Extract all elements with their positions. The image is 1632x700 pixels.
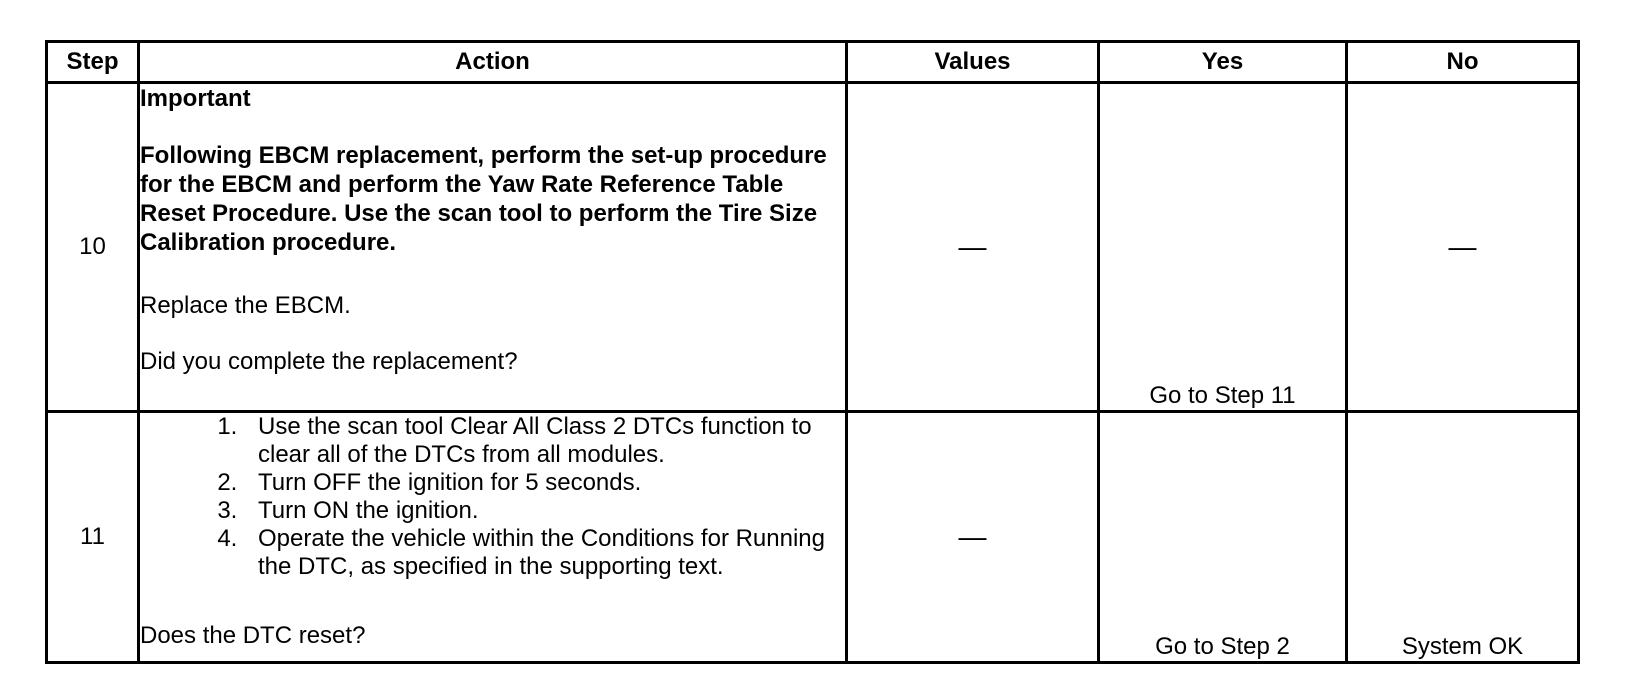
instruction-text: Replace the EBCM. [140, 292, 351, 319]
header-yes: Yes [1099, 42, 1347, 83]
step-number: 10 [47, 83, 139, 412]
yes-cell: Go to Step 2 [1099, 412, 1347, 663]
values-cell: — [847, 83, 1099, 412]
values-cell: — [847, 412, 1099, 663]
question-text: Does the DTC reset? [140, 622, 366, 649]
no-cell: System OK [1347, 412, 1579, 663]
header-values: Values [847, 42, 1099, 83]
list-item: 2. Turn OFF the ignition for 5 seconds. [244, 469, 845, 497]
action-cell [139, 412, 847, 663]
table-row-step-11 [47, 412, 1579, 663]
header-row [47, 42, 1579, 83]
header-action: Action [139, 42, 847, 83]
list-item: 3. Turn ON the ignition. [244, 497, 845, 525]
step-number: 11 [47, 412, 139, 663]
diagnostic-table [45, 40, 1580, 664]
list-item: 4. Operate the vehicle within the Conditions for Running the DTC, as specified in the supporting text. [244, 525, 845, 581]
header-no: No [1347, 42, 1579, 83]
important-text: Following EBCM replacement, perform the set-up procedure for the EBCM and perform the Yaw Rate Reference Table Reset Procedure. Use the scan tool to perform the Tire Size Calibration procedure. [140, 142, 827, 256]
action-cell [139, 83, 847, 412]
important-label: Important [140, 85, 251, 112]
no-cell: — [1347, 83, 1579, 412]
header-step: Step [47, 42, 139, 83]
question-text: Did you complete the replacement? [140, 348, 518, 375]
yes-cell: Go to Step 11 [1099, 83, 1347, 412]
list-item: 1. Use the scan tool Clear All Class 2 DTCs function to clear all of the DTCs from all modules. [244, 413, 845, 469]
procedure-list [140, 413, 845, 581]
table-row-step-10 [47, 83, 1579, 412]
